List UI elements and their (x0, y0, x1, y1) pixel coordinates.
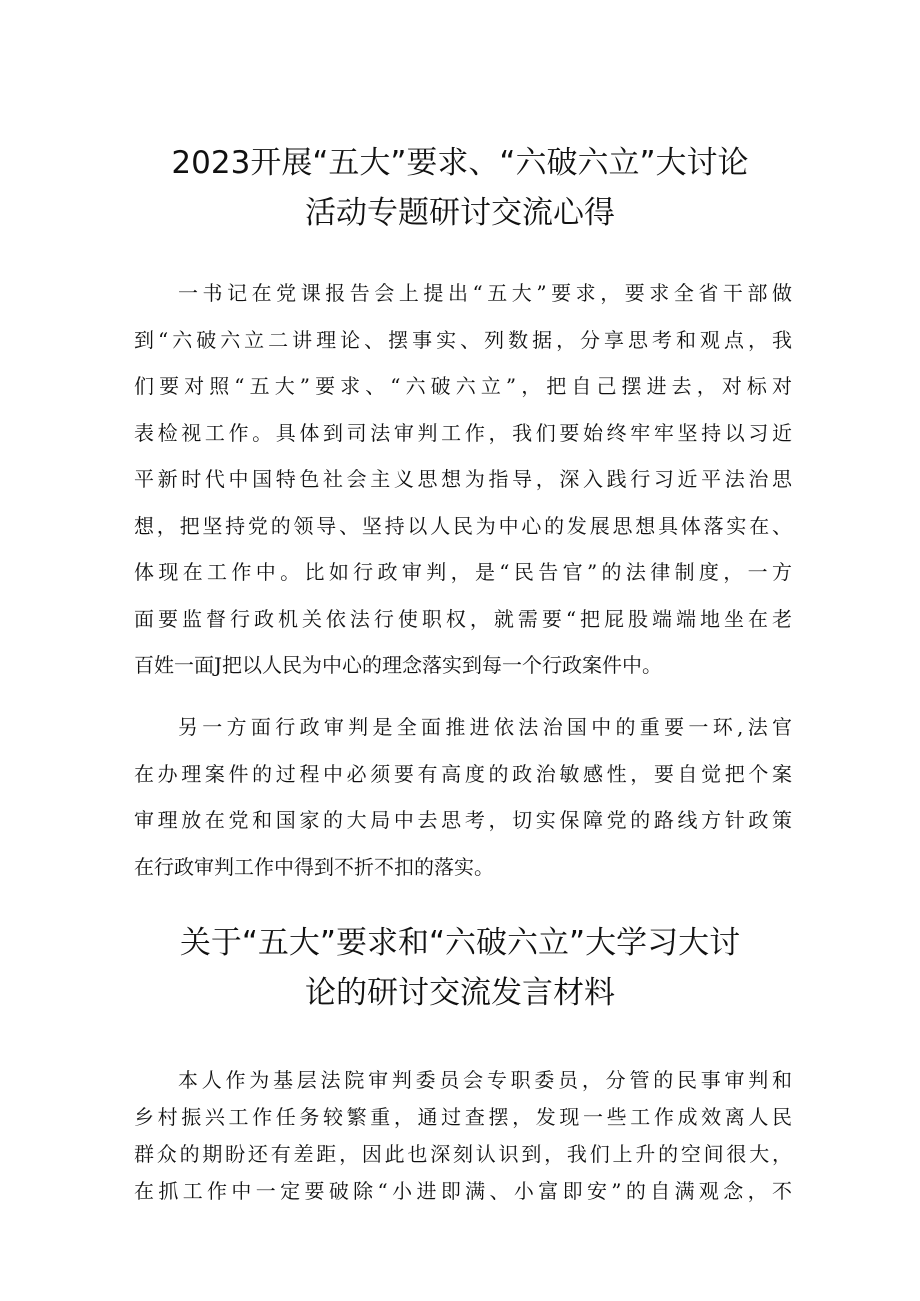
paragraph-line: 本人作为基层法院审判委员会专职委员，分管的民事审判和 (178, 1068, 792, 1092)
paragraph-line: 到“六破六立二讲理论、摆事实、列数据，分享思考和观点，我 (134, 327, 792, 352)
section1-title-line: 2023开展“五大”要求、“六破六立”大讨论 (171, 145, 749, 181)
paragraph-line: 一书记在党课报告会上提出“五大”要求，要求全省干部做 (178, 281, 792, 305)
section2-title-line: 论的研讨交流发言材料 (305, 975, 615, 1011)
paragraph-line: 群众的期盼还有差距，因此也深刻认识到，我们上升的空间很大， (134, 1142, 792, 1166)
paragraph-line: 在行政审判工作中得到不折不扣的落实。 (134, 854, 494, 879)
paragraph-line: 另一方面行政审判是全面推进依法治国中的重要一环,法官 (178, 715, 792, 739)
section2-title (120, 918, 800, 1018)
paragraph-line: 在抓工作中一定要破除“小进即满、小富即安”的自满观念，不 (134, 1179, 792, 1203)
section1-title (120, 138, 800, 238)
section1-paragraph-1 (134, 270, 792, 689)
paragraph-line: 表检视工作。具体到司法审判工作，我们要始终牢牢坚持以习近 (134, 420, 792, 445)
paragraph-line: 想，把坚持党的领导、坚持以人民为中心的发展思想具体落实在、 (134, 513, 792, 538)
paragraph-line: 百姓一面J把以人民为中心的理念落实到每一个行政案件中。 (134, 653, 663, 677)
paragraph-line: 面要监督行政机关依法行使职权，就需要“把屁股端端地坐在老 (134, 606, 792, 631)
section1-title-line: 活动专题研讨交流心得 (305, 195, 615, 231)
paragraph-line: 审理放在党和国家的大局中去思考，切实保障党的路线方针政策 (134, 808, 792, 832)
section1-paragraph-2 (134, 704, 792, 890)
paragraph-line: 们要对照“五大”要求、“六破六立”，把自己摆进去，对标对 (134, 374, 792, 398)
section2-paragraph-1 (134, 1062, 792, 1210)
paragraph-line: 在办理案件的过程中必须要有高度的政治敏感性，要自觉把个案 (134, 761, 792, 786)
section2-title-line: 关于“五大”要求和“六破六立”大学习大讨 (179, 925, 741, 961)
paragraph-line: 平新时代中国特色社会主义思想为指导，深入践行习近平法治思 (134, 467, 792, 491)
paragraph-line: 乡村振兴工作任务较繁重，通过查摆，发现一些工作成效离人民 (134, 1105, 792, 1129)
paragraph-line: 体现在工作中。比如行政审判，是“民告官”的法律制度，一方 (134, 560, 792, 584)
